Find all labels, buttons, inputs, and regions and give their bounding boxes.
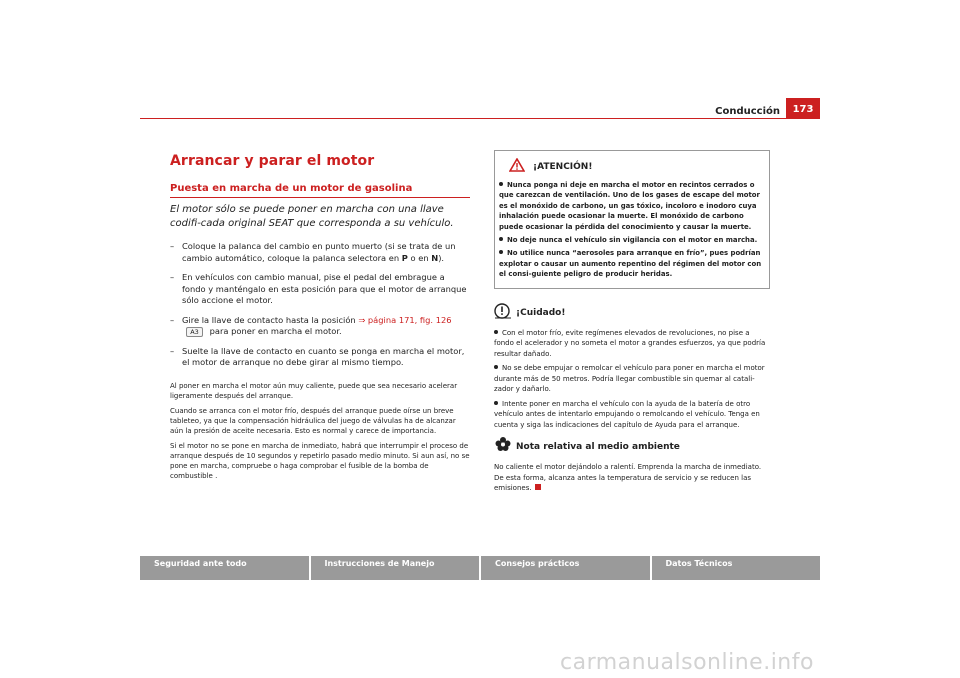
note-paragraph: Si el motor no se pone en marcha de inmediato, habrá que interrumpir el proceso de arranque después de 10 segundos y repetirlo pasado medio minuto. Si aun así, no se pone en marcha, compruebe o haga comprobar el fusible de la bomba de combustible . xyxy=(170,441,470,480)
environment-title: Nota relativa al medio ambiente xyxy=(516,441,680,452)
environment-text-block xyxy=(494,462,770,494)
bullet-icon xyxy=(499,182,503,186)
caution-title: ¡Cuidado! xyxy=(516,307,566,318)
step-text: Coloque la palanca del cambio en punto muerto (si se trata de un cambio automático, coloque la palanca selectora en xyxy=(182,241,456,263)
environment-flower-icon xyxy=(494,436,512,457)
lead-paragraph: El motor sólo se puede poner en marcha con una llave codifi-cada original SEAT que corresponda a su vehículo. xyxy=(170,204,454,229)
caution-item-text: Con el motor frío, evite regímenes elevados de revoluciones, no pise a fondo el acelerador y no someta el motor a grandes esfuerzos, ya que podría resultar dañado. xyxy=(494,328,766,358)
section-title: Arrancar y parar el motor xyxy=(170,153,375,169)
header-rule xyxy=(140,118,820,119)
bullet-icon xyxy=(494,401,498,405)
note-paragraph: Cuando se arranca con el motor frío, después del arranque puede oírse un breve tableteo, ya que la compensación hidráulica del juego de válvulas ha de alcanzar aún la presión de aceite necesaria. Esto es normal y carece de importancia. xyxy=(170,406,456,435)
left-column xyxy=(170,150,470,486)
right-column xyxy=(494,150,770,494)
step-dash: – xyxy=(170,241,175,251)
bullet-icon xyxy=(494,365,498,369)
caution-item xyxy=(494,328,770,360)
warning-item xyxy=(499,235,765,245)
step-text: o en xyxy=(407,252,432,263)
gear-p-label: P xyxy=(401,252,408,263)
step-item xyxy=(170,315,470,338)
warning-triangle-icon xyxy=(509,157,525,176)
page-header-title: Conducción xyxy=(715,106,780,117)
section-end-marker-icon xyxy=(535,484,541,490)
footer-tab-datos[interactable]: Datos Técnicos xyxy=(652,556,821,580)
step-text: para poner en marcha el motor. xyxy=(207,326,342,336)
page-number: 173 xyxy=(786,98,820,119)
caution-exclamation-icon xyxy=(494,303,512,323)
step-text: Gire la llave de contacto hasta la posición xyxy=(182,314,359,325)
bullet-icon xyxy=(499,250,503,254)
step-dash: – xyxy=(170,314,175,325)
step-item xyxy=(170,241,470,264)
instruction-steps xyxy=(170,241,470,369)
warning-item-text: Nunca ponga ni deje en marcha el motor en recintos cerrados o que carezcan de ventilación. Uno de los gases de escape del motor es el monóxido de carbono, un gas tóxico, incoloro e inodoro cuya inhalación puede ocasionar la muerte. El monóxido de carbono puede ocasionar la pérdida del conocimiento y causar la muerte. xyxy=(499,181,760,231)
warning-title: ¡ATENCIÓN! xyxy=(533,161,593,172)
caution-section xyxy=(494,303,770,431)
caution-item xyxy=(494,399,770,431)
step-dash: – xyxy=(170,272,175,282)
caution-list xyxy=(494,328,770,431)
caution-item-text: No se debe empujar o remolcar el vehículo para poner en marcha el motor durante más de 50 metros. Podría llegar combustible sin quemar al catali-zador y dañarlo. xyxy=(494,364,765,394)
bullet-icon xyxy=(499,237,503,241)
step-dash: – xyxy=(170,345,175,356)
page-reference-link[interactable]: ⇒ página 171, fig. 126 xyxy=(358,314,452,325)
footer-nav xyxy=(140,556,820,580)
warning-item-text: No deje nunca el vehículo sin vigilancia con el motor en marcha. xyxy=(507,236,758,245)
bullet-icon xyxy=(494,330,498,334)
environment-header xyxy=(494,436,770,457)
figure-callout-badge: A3 xyxy=(186,327,203,337)
footer-tab-consejos[interactable]: Consejos prácticos xyxy=(481,556,650,580)
warning-item xyxy=(499,180,765,232)
environment-section xyxy=(494,436,770,494)
step-item xyxy=(170,346,470,369)
caution-header xyxy=(494,303,770,323)
step-text: Suelte la llave de contacto en cuanto se ponga en marcha el motor, el motor de arranque no debe girar al mismo tiempo. xyxy=(182,345,465,367)
subsection-title: Puesta en marcha de un motor de gasolina xyxy=(170,183,470,198)
gear-n-label: N xyxy=(431,252,439,263)
footer-tab-instrucciones[interactable]: Instrucciones de Manejo xyxy=(311,556,480,580)
notes-block xyxy=(170,381,470,481)
warning-header xyxy=(499,157,765,176)
warning-item-text: No utilice nunca “aerosoles para arranque en frío”, pues podrían explotar o causar un aumento repentino del régimen del motor con el consi-guiente peligro de producir heridas. xyxy=(499,249,762,279)
footer-tab-seguridad[interactable]: Seguridad ante todo xyxy=(140,556,309,580)
environment-text: No caliente el motor dejándolo a ralentí. Emprenda la marcha de inmediato. De esta forma, alcanza antes la temperatura de servicio y se reducen las emisiones. xyxy=(494,463,762,493)
watermark-text: carmanualsonline.info xyxy=(560,650,814,675)
warning-item xyxy=(499,248,765,279)
caution-item-text: Intente poner en marcha el vehículo con la ayuda de la batería de otro vehículo antes de intentarlo empujando o remolcando el vehículo. Tenga en cuenta y siga las indicaciones del capítulo de Ayuda para el arranque. xyxy=(494,399,760,429)
step-text: ). xyxy=(438,252,445,263)
caution-item xyxy=(494,363,770,395)
warning-box xyxy=(494,150,770,289)
step-text: En vehículos con cambio manual, pise el pedal del embrague a fondo y manténgalo en esta posición para que el motor de arranque sólo accione el motor. xyxy=(182,272,467,305)
warning-list xyxy=(499,180,765,280)
step-item xyxy=(170,272,470,307)
note-paragraph: Al poner en marcha el motor aún muy caliente, puede que sea necesario acelerar ligeramente después del arranque. xyxy=(170,381,458,400)
